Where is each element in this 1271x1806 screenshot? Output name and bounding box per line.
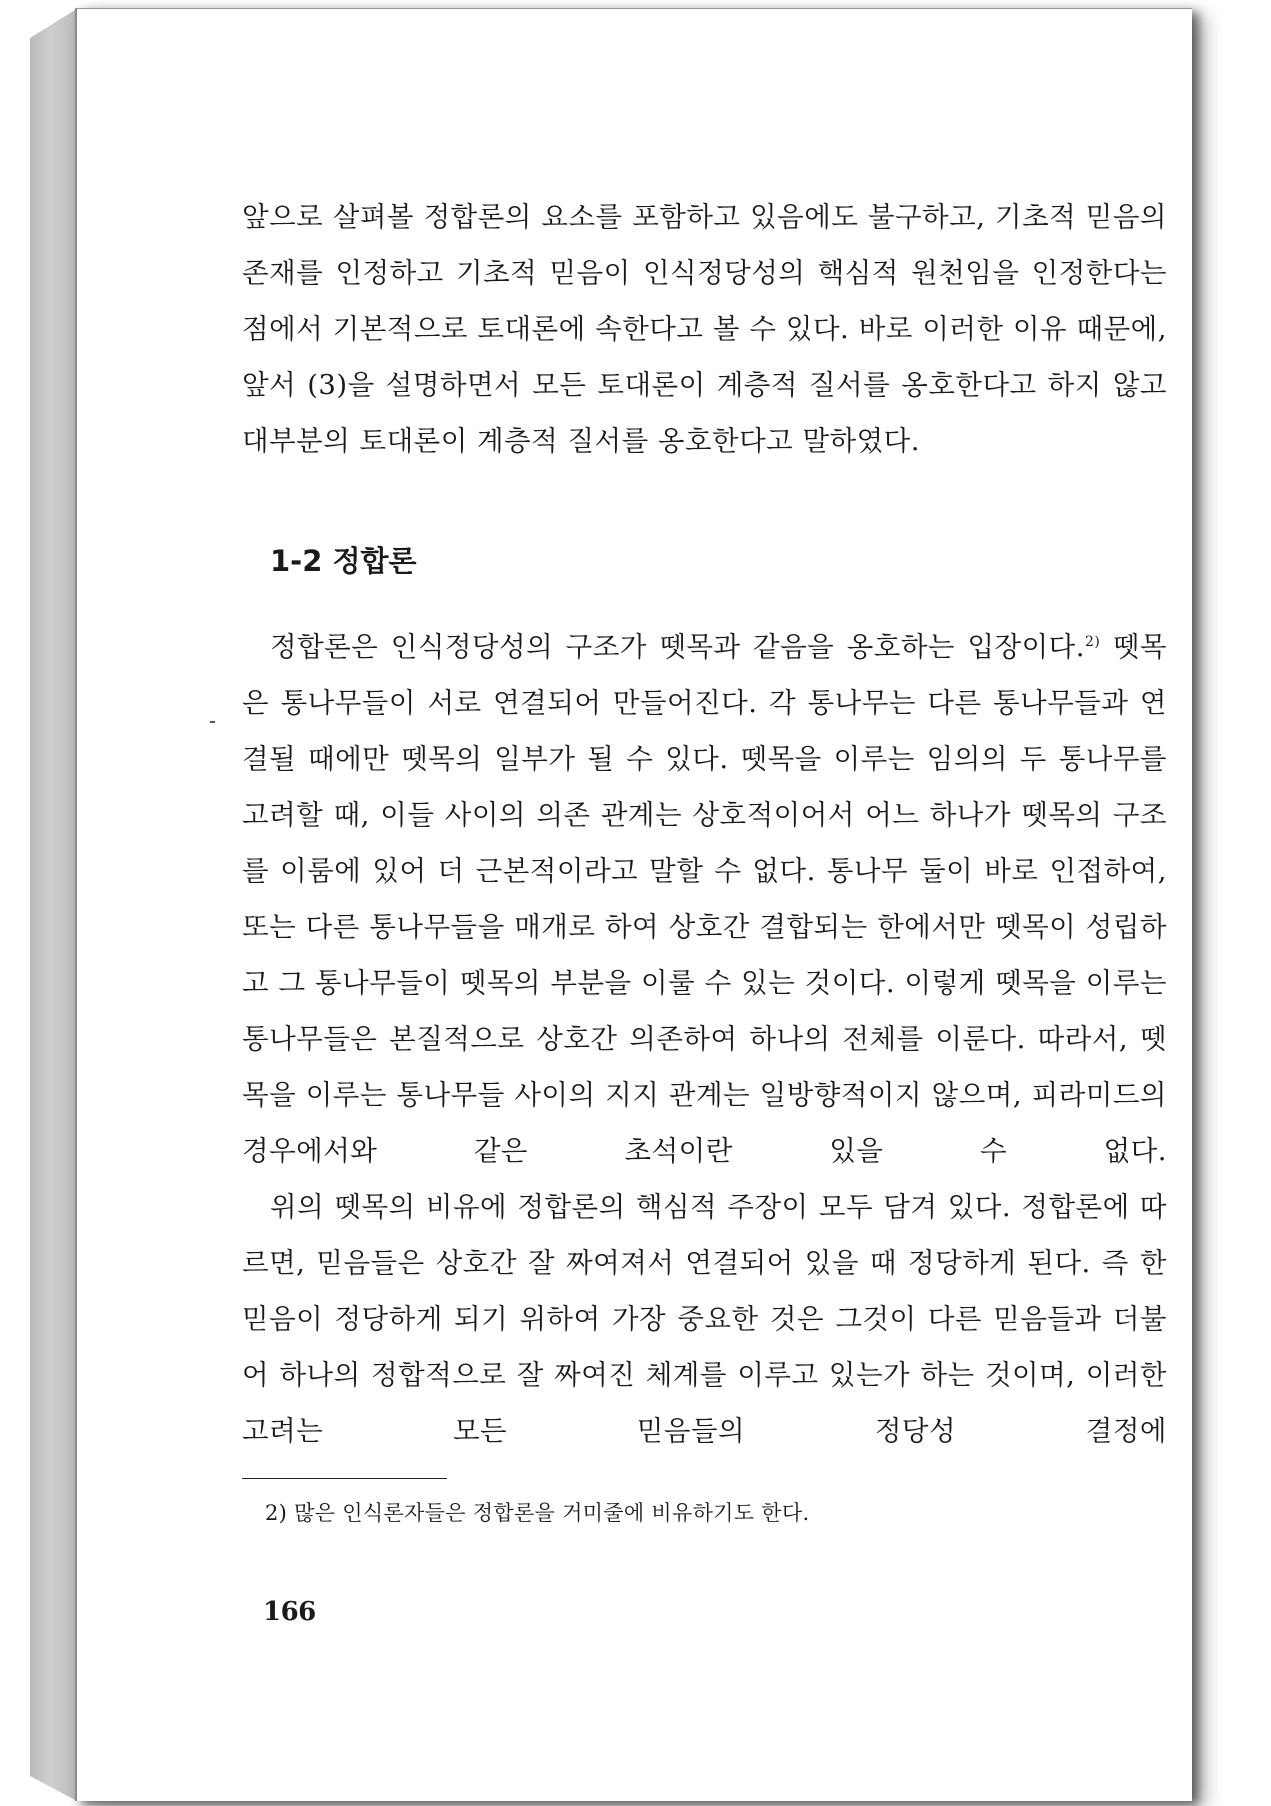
section-heading: 1-2 정합론 [270,544,417,578]
paragraph-2 [242,619,1167,1179]
footnote: 2) 많은 인식론자들은 정합론을 거미줄에 비유하기도 한다. [265,1501,810,1525]
book-edge [30,10,75,1800]
paragraph-3: 위의 뗏목의 비유에 정합론의 핵심적 주장이 모두 담겨 있다. 정합론에 따르면, 믿음들은 상호간 잘 짜여져서 연결되어 있을 때 정당하게 된다. 즉 한 믿음이 정당하게 되기 위하여 가장 중요한 것은 그것이 다른 믿음들과 더불어 하나의 정합적으로 잘 짜여진 체계를 이루고 있는가 하는 것이며, 이러한 고려는 모든 믿음들의 정당성 결정에 [242,1191,1167,1447]
paragraph-2-continuation: 뗏목은 통나무들이 서로 연결되어 만들어진다. 각 통나무는 다른 통나무들과 연결될 때에만 뗏목의 일부가 될 수 있다. 뗏목을 이루는 임의의 두 통나무를 고려할 때, 이들 사이의 의존 관계는 상호적이어서 어느 하나가 뗏목의 구조를 이룸에 있어 더 근본적이라고 말할 수 없다. 통나무 둘이 바로 인접하여, 또는 다른 통나무들을 매개로 하여 상호간 결합되는 한에서만 뗏목이 성립하고 그 통나무들이 뗏목의 부분을 이룰 수 있는 것이다. 이렇게 뗏목을 이루는 통나무들은 본질적으로 상호간 의존하여 하나의 전체를 이룬다. 따라서, 뗏목을 이루는 통나무들 사이의 지지 관계는 일방향적이지 않으며, 피라미드의 경우에서와 같은 초석이란 있을 수 없다. [242,631,1167,1167]
section-body [242,619,1167,1459]
paragraph-1: 앞으로 살펴볼 정합론의 요소를 포함하고 있음에도 불구하고, 기초적 믿음의 존재를 인정하고 기초적 믿음이 인식정당성의 핵심적 원천임을 인정한다는 점에서 기본적으로 토대론에 속한다고 볼 수 있다. 바로 이러한 이유 때문에, 앞서 (3)을 설명하면서 모든 토대론이 계층적 질서를 옹호한다고 하지 않고 대부분의 토대론이 계층적 질서를 옹호한다고 말하였다. [242,201,1167,457]
footnote-reference: 2) [1084,633,1101,650]
footnote-divider [242,1478,447,1479]
page-number: 166 [263,1597,316,1627]
page-content [242,189,1167,1447]
book-page [75,8,1192,1801]
margin-mark [210,721,215,723]
paragraph-2-first-sentence: 정합론은 인식정당성의 구조가 뗏목과 같음을 옹호하는 입장이다. [270,631,1085,663]
